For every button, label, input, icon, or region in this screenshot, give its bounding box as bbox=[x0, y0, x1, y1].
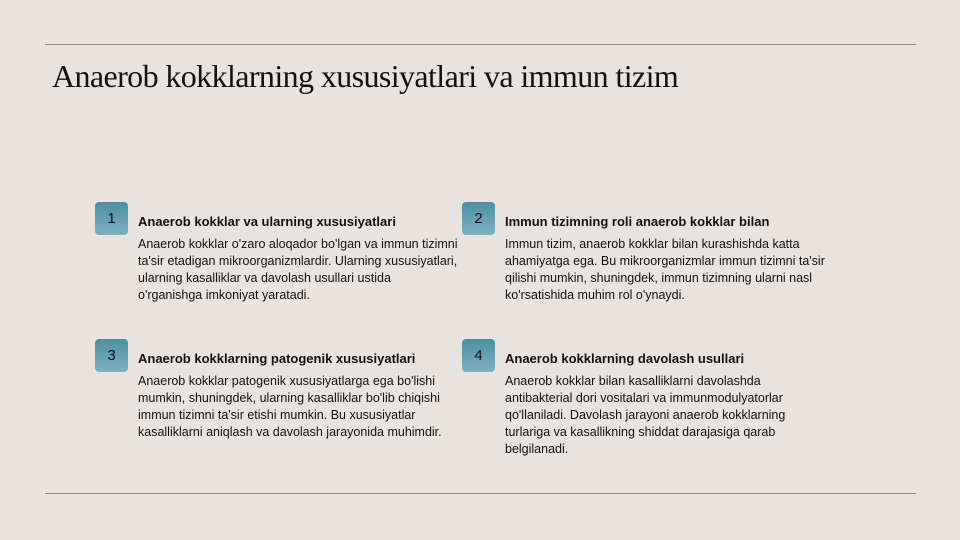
number-badge: 4 bbox=[462, 339, 495, 372]
top-divider bbox=[45, 44, 916, 45]
number-badge: 1 bbox=[95, 202, 128, 235]
card-body: Anaerob kokklar patogenik xususiyatlarga ega bo'lishi mumkin, shuningdek, ularning kasalliklar bo'lib chiqishi immun tizimni ta'sir etishi mumkin. Bu xususiyatlar kasalliklarni aniqlash va davolash jarayonida muhimdir. bbox=[138, 374, 442, 439]
card-body: Immun tizim, anaerob kokklar bilan kurashishda katta ahamiyatga ega. Bu mikroorganizmlar immun tizimni ta'sir qilishi mumkin, shuningdek, immun tizimning ularni nasl ko'rsatishida muhim rol o'ynaydi. bbox=[505, 237, 825, 302]
number-badge: 3 bbox=[95, 339, 128, 372]
card-body: Anaerob kokklar o'zaro aloqador bo'lgan va immun tizimni ta'sir etadigan mikroorganizmlardir. Ularning xususiyatlari, ularning kasalliklar va davolash usullari ustida o'rganishga imkoniyat yaratadi. bbox=[138, 237, 458, 302]
card-title: Anaerob kokklarning patogenik xususiyatlari bbox=[138, 351, 416, 366]
bottom-divider bbox=[45, 493, 916, 494]
card-body: Anaerob kokklar bilan kasalliklarni davolashda antibakterial dori vositalari va immunmodulyatorlar qo'llaniladi. Davolash jarayoni anaerob kokklarning turlariga va kasallikning shiddat darajasiga qarab belgilanadi. bbox=[505, 374, 786, 456]
number-badge: 2 bbox=[462, 202, 495, 235]
card-title: Anaerob kokklarning davolash usullari bbox=[505, 351, 745, 366]
slide-title: Anaerob kokklarning xususiyatlari va immun tizim bbox=[52, 58, 679, 94]
card-title: Anaerob kokklar va ularning xususiyatlari bbox=[138, 214, 396, 229]
card-title: Immun tizimning roli anaerob kokklar bilan bbox=[505, 214, 770, 229]
